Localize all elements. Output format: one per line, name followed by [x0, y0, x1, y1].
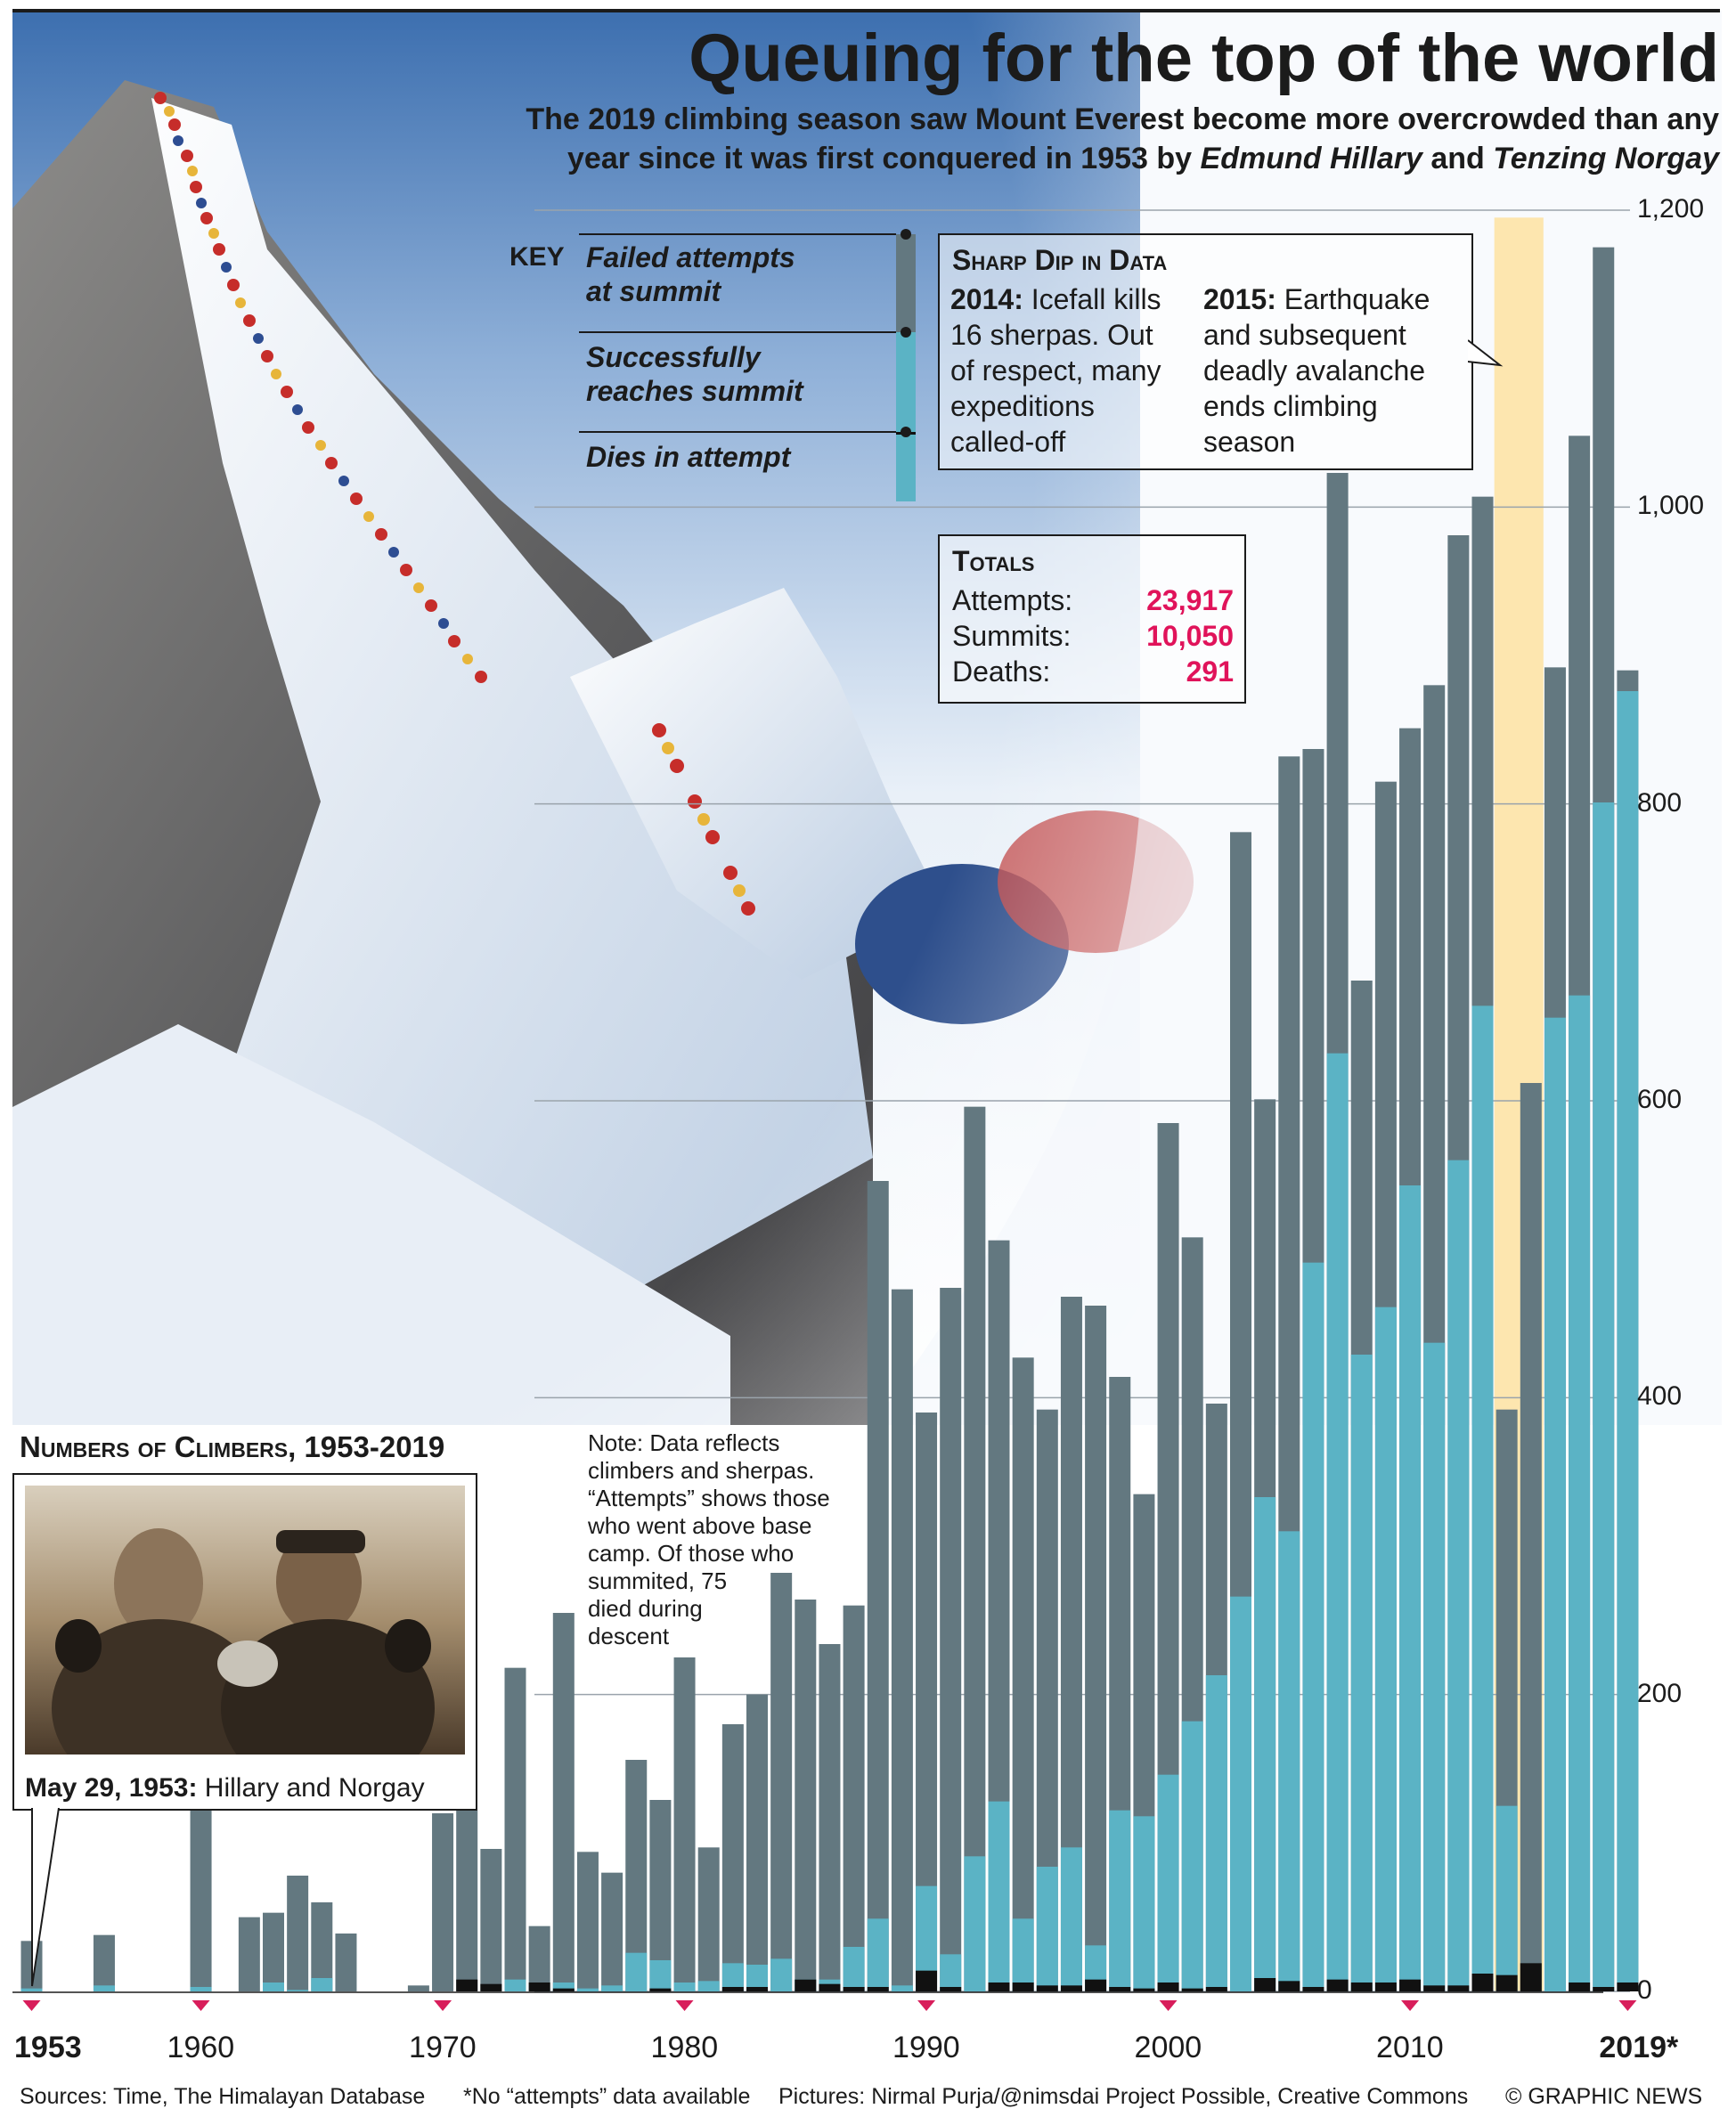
bar-success-2017 [1569, 996, 1590, 1991]
note-line: summited, 75 [588, 1567, 728, 1594]
key-label: KEY [509, 242, 565, 272]
bar-success-1977 [601, 1985, 623, 1991]
bar-failed-1989 [892, 1290, 913, 1991]
bar-success-2002 [1206, 1675, 1227, 1991]
bar-deaths-2019 [1617, 1983, 1638, 1991]
subtitle-and: and [1422, 142, 1494, 175]
callout-2015 [1203, 281, 1430, 460]
bar-deaths-2010 [1399, 1980, 1421, 1991]
footer-pictures: Pictures: Nirmal Purja/@nimsdai Project Possible, Creative Commons [778, 2084, 1469, 2109]
totals-attempts-label: Attempts: [952, 584, 1073, 616]
bar-deaths-2005 [1278, 1981, 1300, 1991]
bar-success-1956 [94, 1985, 115, 1991]
subtitle-hillary: Edmund Hillary [1200, 142, 1422, 175]
callout-2015-l4: ends climbing [1203, 390, 1378, 422]
y-tick-label: 600 [1637, 1085, 1683, 1114]
bar-success-2013 [1472, 1006, 1494, 1991]
note-line: who went above base [588, 1512, 812, 1539]
bar-failed-1982 [722, 1724, 744, 1991]
callout-2014 [950, 281, 1161, 460]
y-tick-label: 0 [1637, 1975, 1652, 2005]
bar-deaths-1993 [989, 1983, 1010, 1991]
bar-failed-1973 [505, 1668, 526, 1991]
bar-success-1996 [1061, 1847, 1082, 1991]
bar-failed-1991 [940, 1288, 961, 1991]
bar-failed-1985 [795, 1600, 816, 1991]
footer-copyright: © GRAPHIC NEWS [1505, 2084, 1703, 2109]
subtitle-norgay: Tenzing Norgay [1493, 142, 1719, 175]
sharp-dip-heading: Sharp Dip in Data [952, 244, 1168, 276]
bar-failed-1997 [1085, 1306, 1106, 1991]
totals-summits-value: 10,050 [1146, 620, 1234, 652]
bar-success-2004 [1254, 1497, 1276, 1991]
y-tick-label: 400 [1637, 1381, 1683, 1412]
x-tick-label: 1990 [892, 2031, 960, 2064]
x-tick-label: 1980 [650, 2031, 719, 2064]
x-tick-label: 1970 [409, 2031, 477, 2064]
callout-2014-l3: of respect, many [950, 354, 1161, 387]
bar-deaths-1983 [746, 1987, 768, 1991]
bar-deaths-1986 [819, 1984, 840, 1991]
x-marker-1990 [917, 2000, 935, 2011]
totals-deaths-label: Deaths: [952, 655, 1051, 688]
bar-deaths-1997 [1085, 1980, 1106, 1991]
bar-deaths-2001 [1182, 1989, 1203, 1991]
callout-2015-l2: and subsequent [1203, 319, 1406, 351]
page-title: Queuing for the top of the world [689, 20, 1719, 96]
bar-failed-1988 [868, 1181, 889, 1991]
bar-deaths-1999 [1133, 1989, 1154, 1991]
bar-success-2011 [1423, 1343, 1445, 1991]
x-tick-label: 2010 [1376, 2031, 1444, 2064]
bar-success-2006 [1302, 1263, 1324, 1991]
photo-caption-date: May 29, 1953: [25, 1773, 198, 1803]
x-marker-1953 [23, 2000, 41, 2011]
x-tick-label: 1953 [14, 2031, 82, 2064]
sharp-dip-callout [938, 233, 1473, 470]
bar-success-2000 [1158, 1775, 1179, 1991]
callout-2015-year: 2015: [1203, 283, 1276, 315]
bar-success-1960 [191, 1987, 212, 1991]
x-tick-label: 2019* [1599, 2031, 1679, 2064]
bar-failed-1976 [577, 1852, 599, 1991]
key-success-line1: Successfully [586, 341, 761, 373]
key-swatch-success [896, 332, 916, 432]
bar-deaths-1985 [795, 1980, 816, 1991]
bar-deaths-1996 [1061, 1985, 1082, 1991]
bar-failed-1981 [698, 1847, 720, 1991]
x-marker-2000 [1160, 2000, 1178, 2011]
bar-failed-1980 [674, 1657, 696, 1991]
bar-success-2007 [1327, 1054, 1349, 1991]
bar-failed-1956 [94, 1935, 115, 1991]
bar-deaths-2004 [1254, 1978, 1276, 1991]
bar-failed-1971 [456, 1811, 477, 1991]
bar-failed-1994 [1013, 1357, 1034, 1991]
bar-deaths-2002 [1206, 1987, 1227, 1991]
photo-caption [12, 1768, 477, 1811]
bar-failed-1975 [553, 1613, 575, 1991]
bar-failed-1977 [601, 1873, 623, 1991]
bar-deaths-2015 [1520, 1963, 1542, 1991]
bar-deaths-1982 [722, 1987, 744, 1991]
bar-success-1981 [698, 1981, 720, 1991]
bar-deaths-1991 [940, 1987, 961, 1991]
bar-failed-1986 [819, 1644, 840, 1991]
callout-2015-l5: season [1203, 426, 1296, 458]
bar-success-1989 [892, 1985, 913, 1991]
callout-2015-l3: deadly avalanche [1203, 354, 1426, 387]
bar-success-2018 [1593, 802, 1614, 1991]
bar-success-2014 [1496, 1806, 1518, 1991]
totals-box [938, 534, 1246, 704]
bar-success-1987 [844, 1947, 865, 1991]
bar-deaths-1979 [649, 1989, 671, 1991]
bar-failed-1963 [263, 1913, 284, 1991]
x-marker-2010 [1401, 2000, 1419, 2011]
bar-failed-1983 [746, 1695, 768, 1991]
bar-deaths-1995 [1037, 1985, 1058, 1991]
note-line: Note: Data reflects [588, 1429, 780, 1456]
callout-2015-l1: Earthquake [1276, 283, 1430, 315]
bar-failed-1962 [239, 1917, 260, 1991]
bar-deaths-2008 [1351, 1983, 1373, 1991]
totals-heading: Totals [952, 545, 1035, 577]
footer-no-attempts: *No “attempts” data available [463, 2084, 751, 2109]
bar-success-2005 [1278, 1531, 1300, 1991]
bar-deaths-1990 [916, 1971, 937, 1991]
bar-deaths-2012 [1447, 1985, 1469, 1991]
bar-deaths-2018 [1593, 1987, 1614, 1991]
bar-deaths-2009 [1375, 1983, 1397, 1991]
bar-deaths-1975 [553, 1989, 575, 1991]
x-marker-1960 [192, 2000, 210, 2011]
note-line: descent [588, 1623, 670, 1649]
bar-success-1979 [649, 1960, 671, 1991]
bar-failed-1964 [287, 1876, 308, 1991]
key-failed [586, 240, 795, 308]
bar-deaths-2013 [1472, 1974, 1494, 1991]
callout-2014-l2: 16 sherpas. Out [950, 319, 1153, 351]
photo-image [25, 1486, 465, 1755]
bar-deaths-1971 [456, 1980, 477, 1991]
key-swatch-failed [896, 234, 916, 332]
x-tick-label: 1960 [167, 2031, 235, 2064]
key-failed-line1: Failed attempts [586, 241, 795, 273]
bar-failed-1972 [480, 1849, 501, 1991]
bar-success-1976 [577, 1989, 599, 1991]
bar-deaths-1988 [868, 1987, 889, 1991]
bar-failed-1966 [335, 1934, 356, 1991]
y-tick-label: 1,000 [1637, 491, 1705, 521]
y-tick-label: 800 [1637, 787, 1683, 818]
bar-deaths-1974 [529, 1983, 550, 1991]
bar-success-1964 [287, 1990, 308, 1991]
callout-2014-l4: expeditions [950, 390, 1095, 422]
bar-success-2009 [1375, 1307, 1397, 1991]
subtitle-text: year since it was first conquered in 1953 by [567, 142, 1201, 175]
bar-success-2001 [1182, 1722, 1203, 1991]
bar-failed-2015 [1520, 1083, 1542, 1991]
callout-pointer [1468, 338, 1512, 383]
callout-2014-year: 2014: [950, 283, 1023, 315]
note-line: climbers and sherpas. [588, 1457, 815, 1484]
x-tick-label: 2000 [1134, 2031, 1202, 2064]
totals-deaths [952, 654, 1234, 689]
bar-success-1963 [263, 1983, 284, 1991]
bar-deaths-2017 [1569, 1983, 1590, 1991]
bar-deaths-2006 [1302, 1987, 1324, 1991]
key-failed-line2: at summit [586, 275, 721, 307]
key-swatch-success-2 [896, 435, 916, 501]
note-line: camp. Of those who [588, 1540, 795, 1567]
bar-deaths-1994 [1013, 1983, 1034, 1991]
bar-deaths-1972 [480, 1984, 501, 1991]
bar-success-1994 [1013, 1918, 1034, 1991]
x-marker-1970 [434, 2000, 452, 2011]
totals-deaths-value: 291 [1186, 655, 1234, 688]
y-tick-label: 200 [1637, 1678, 1683, 1708]
bar-failed-1987 [844, 1606, 865, 1991]
y-tick-label: 1,200 [1637, 194, 1705, 224]
bar-success-1984 [770, 1958, 792, 1991]
bar-success-1998 [1109, 1811, 1130, 1991]
footer-sources: Sources: Time, The Himalayan Database [20, 2084, 426, 2109]
bar-success-1988 [868, 1918, 889, 1991]
note-line: died during [588, 1595, 703, 1622]
photo-caption-text: Hillary and Norgay [197, 1773, 425, 1803]
data-note [588, 1429, 855, 1650]
bar-success-1999 [1133, 1816, 1154, 1991]
x-marker-1980 [676, 2000, 694, 2011]
bar-success-1973 [505, 1980, 526, 1991]
photo-pointer [23, 1808, 77, 1995]
bar-success-2003 [1230, 1597, 1251, 1991]
bar-success-1991 [940, 1954, 961, 1991]
totals-summits-label: Summits: [952, 620, 1072, 652]
totals-attempts [952, 582, 1234, 618]
key-success [586, 340, 803, 408]
callout-2014-l5: called-off [950, 426, 1066, 458]
bar-success-2012 [1447, 1160, 1469, 1991]
bar-deaths-1998 [1109, 1987, 1130, 1991]
bar-success-1992 [964, 1856, 985, 1991]
callout-2014-l1: Icefall kills [1023, 283, 1161, 315]
bar-success-1995 [1037, 1867, 1058, 1991]
subtitle-line-1: The 2019 climbing season saw Mount Everest become more overcrowded than any [526, 102, 1719, 136]
numbers-heading: Numbers of Climbers, 1953-2019 [20, 1430, 445, 1463]
bar-success-1965 [311, 1978, 332, 1991]
bar-deaths-2011 [1423, 1985, 1445, 1991]
bar-failed-1969 [408, 1985, 429, 1991]
bar-deaths-2014 [1496, 1975, 1518, 1991]
key-dies: Dies in attempt [586, 441, 791, 473]
totals-summits [952, 618, 1234, 654]
bar-success-1980 [674, 1983, 696, 1991]
bar-success-2016 [1544, 1018, 1566, 1991]
x-marker-2019 [1618, 2000, 1636, 2011]
bar-deaths-2007 [1327, 1980, 1349, 1991]
bar-success-2010 [1399, 1185, 1421, 1991]
bar-success-1978 [625, 1953, 647, 1991]
bar-success-2008 [1351, 1355, 1373, 1991]
bar-deaths-2000 [1158, 1983, 1179, 1991]
totals-attempts-value: 23,917 [1146, 584, 1234, 616]
bar-success-2019 [1617, 691, 1638, 1991]
bar-failed-1974 [529, 1926, 550, 1991]
hillary-norgay-photo [12, 1473, 477, 1771]
bar-success-1993 [989, 1802, 1010, 1991]
bar-deaths-1987 [844, 1987, 865, 1991]
key-success-line2: reaches summit [586, 375, 803, 407]
bar-failed-1970 [432, 1813, 453, 1991]
note-line: “Attempts” shows those [588, 1485, 830, 1511]
